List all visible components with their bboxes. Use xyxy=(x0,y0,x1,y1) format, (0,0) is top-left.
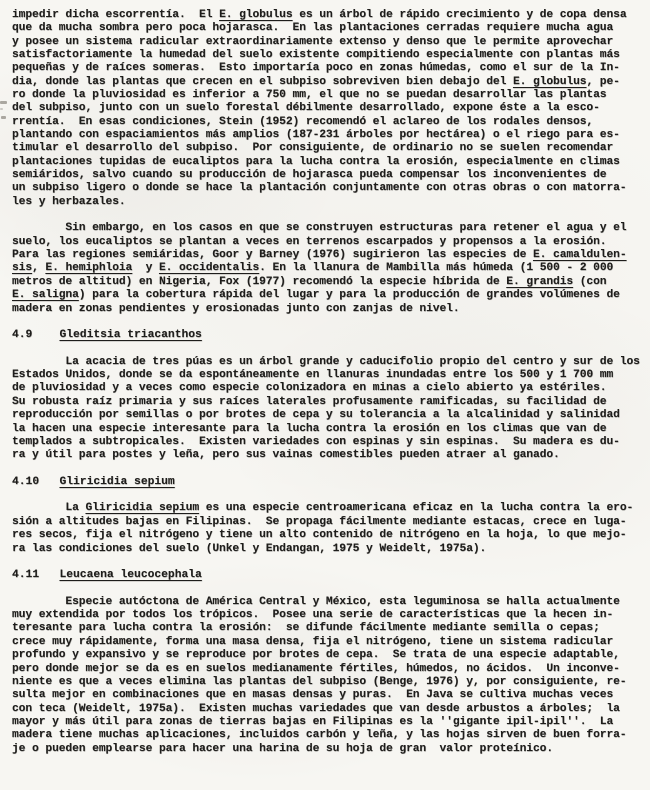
document-content xyxy=(12,9,646,756)
text-line: les y herbazales. xyxy=(12,195,126,208)
text-line: E. saligna) para la cobertura rápida del lugar y para la producción de grandes volúmenes de xyxy=(12,289,620,302)
text-line: Estados Unidos, donde se da espontáneamente en llanuras inundadas entre los 500 y 1 700 mm xyxy=(12,369,614,382)
text-line: con teca (Weidelt, 1975a). Existen muchas variedades que van desde arbustos a árboles; la xyxy=(12,702,620,715)
text-line: crece muy rápidamente, forma una masa densa, fija el nitrógeno, tiene un sistema radicular xyxy=(12,635,614,648)
scan-speckle xyxy=(0,108,3,110)
text-line: que da mucha sombra pero poca hojarasca. En las plantaciones cerradas requiere mucha agua xyxy=(12,22,614,35)
scan-speckle xyxy=(0,101,7,104)
heading-line: 4.10 Gliricidia sepium xyxy=(12,475,175,488)
text-line: dia, donde las plantas que crecen en el subpiso sobreviven bien debajo del E. globulus, pe- xyxy=(12,75,620,88)
section-heading xyxy=(12,569,646,582)
section-heading xyxy=(12,476,646,489)
heading-line: 4.9 Gleditsia triacanthos xyxy=(12,329,202,342)
text-line: suelo, los eucaliptos se plantan a veces en terrenos escarpados y propensos a la erosión. xyxy=(12,235,607,248)
text-line: La Gliricidia sepium es una especie centroamericana eficaz en la lucha contra la ero- xyxy=(12,502,634,515)
paragraph xyxy=(12,356,646,463)
text-line: profundo y expansivo y se reproduce por brotes de cepa. Se trata de una especie adaptable, xyxy=(12,649,620,662)
text-line: mayor y más útil para zonas de tierras bajas en Filipinas es la ''gigante ipil-ipil''. La xyxy=(12,715,614,728)
text-line: sulta mejor en combinaciones que en masas densas y puras. En Java se cultiva muchas veces xyxy=(12,689,614,702)
text-line: ro donde la pluviosidad es inferior a 750 mm, el que no se puedan desarrollar las plantas xyxy=(12,89,607,102)
text-line: timular el desarrollo del subpiso. Por consiguiente, de ordinario no se suelen recomendar xyxy=(12,142,614,155)
text-line: de pluviosidad y a veces como especie colonizadora en minas a cielo abierto ya estériles. xyxy=(12,382,607,395)
text-line: sis, E. hemiphloia y E. occidentalis. En la llanura de Mambilla más húmeda (1 500 - 2 000 xyxy=(12,262,614,275)
text-line: reproducción por semillas o por brotes de cepa y su tolerancia a la alcalinidad y salinidad xyxy=(12,409,620,422)
paragraph xyxy=(12,222,646,315)
text-line: Su robusta raíz primaria y sus raíces laterales profusamente ramificadas, su facilidad de xyxy=(12,395,607,408)
text-line: un subpiso ligero o donde se hace la plantación conjuntamente con otras obras o con matorra- xyxy=(12,182,627,195)
text-line: metros de altitud) en Nigeria, Fox (1977) recomendó la especie híbrida de E. grandis (con xyxy=(12,275,607,288)
text-line: impedir dicha escorrentía. El E. globulus es un árbol de rápido crecimiento y de copa densa xyxy=(12,9,627,21)
paragraph xyxy=(12,502,646,555)
text-line: satisfactoriamente la humedad del suelo existente compitiendo especialmente con plantas más xyxy=(12,49,620,62)
text-line: Para las regiones semiáridas, Goor y Barney (1976) sugirieron las especies de E. camaldulen- xyxy=(12,249,627,262)
text-line: res secos, fija el nitrógeno y tiene un alto contenido de nitrógeno en la hoja, lo que mejo- xyxy=(12,529,627,542)
text-line: madera en zonas pendientes y erosionadas junto con zanjas de nivel. xyxy=(12,302,460,315)
section-heading xyxy=(12,329,646,342)
text-line: je o pueden emplearse para hacer una harina de su hoja de gran valor proteínico. xyxy=(12,742,554,755)
text-line: sión a altitudes bajas en Filipinas. Se propaga fácilmente mediante estacas, crece en luga- xyxy=(12,515,627,528)
text-line: teresante para lucha contra la erosión: se difunde fácilmente mediante semilla o cepas; xyxy=(12,622,600,635)
text-line: plantando con espaciamientos más amplios (187-231 árboles por hectárea) o el riego para es- xyxy=(12,129,620,142)
text-line: ra las condiciones del suelo (Unkel y Endangan, 1975 y Weidelt, 1975a). xyxy=(12,542,487,555)
text-line: Sin embargo, en los casos en que se construyen estructuras para retener el agua y el xyxy=(12,222,627,235)
text-line: pero donde mejor se da es en suelos medianamente fértiles, húmedos, no ácidos. Un inconve- xyxy=(12,662,620,675)
scan-speckle xyxy=(1,116,6,119)
text-line: pequeñas y de raíces someras. Esto importaría poco en zonas húmedas, como el sur de la In- xyxy=(12,62,620,75)
text-line: y posee un sistema radicular extraordinariamente extenso y denso que le permite aprovechar xyxy=(12,35,614,48)
text-line: la hacen una especie interesante para la lucha contra la erosión en los climas que van de xyxy=(12,422,607,435)
paragraph xyxy=(12,9,646,209)
text-line: niente es que a veces elimina las plantas del subpiso (Benge, 1976) y, por consiguiente, re- xyxy=(12,675,627,688)
text-line: Especie autóctona de América Central y México, esta leguminosa se halla actualmente xyxy=(12,595,620,608)
text-line: templados a subtropicales. Existen variedades con espinas y sin espinas. Su madera es du- xyxy=(12,435,620,448)
text-line: La acacia de tres púas es un árbol grande y caducifolio propio del centro y sur de los xyxy=(12,355,640,368)
text-line: muy extendida por todos los trópicos. Posee una serie de características que la hecen in- xyxy=(12,609,614,622)
text-line: semiáridos, salvo cuando su producción de hojarasca pueda compensar los inconvenientes de xyxy=(12,169,607,182)
text-line: del subpiso, junto con un suelo forestal débilmente desarrollado, expone éste a la esco- xyxy=(12,102,600,115)
heading-line: 4.11 Leucaena leucocephala xyxy=(12,569,202,582)
text-line: madera tiene muchas aplicaciones, incluidos carbón y leña, y las hojas sirven de buen forra- xyxy=(12,729,627,742)
text-line: plantaciones tupidas de eucaliptos para la lucha contra la erosión, especialmente en climas xyxy=(12,155,620,168)
text-line: rrentía. En esas condiciones, Stein (1952) recomendó el aclareo de los rodales densos, xyxy=(12,115,594,128)
text-line: ra y útil para postes y leña, pero sus vainas comestibles pueden atraer al ganado. xyxy=(12,449,560,462)
paragraph xyxy=(12,596,646,756)
